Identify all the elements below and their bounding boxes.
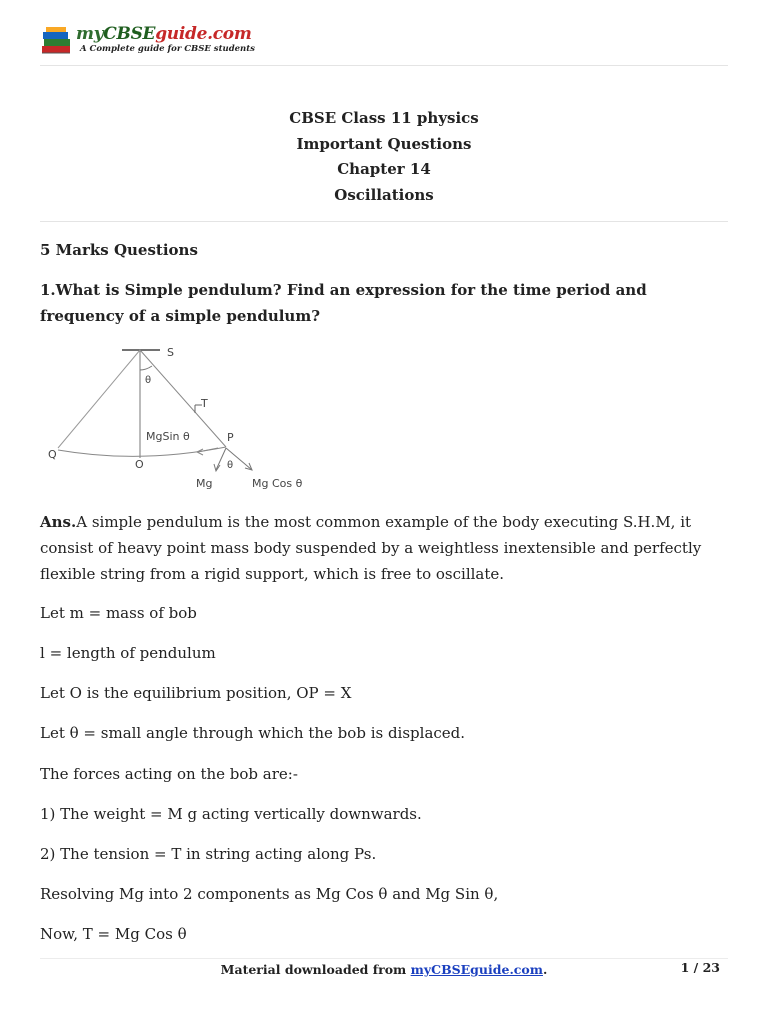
pendulum-diagram xyxy=(40,340,330,500)
line-tension: 2) The tension = T in string acting along Ps. xyxy=(40,845,377,863)
line-mass: Let m = mass of bob xyxy=(40,604,197,622)
line-now: Now, T = Mg Cos θ xyxy=(40,925,187,943)
footer-prefix: Material downloaded from xyxy=(220,962,411,977)
site-logo[interactable] xyxy=(40,24,255,60)
logo-wordmark xyxy=(76,24,252,44)
title-line-4: Oscillations xyxy=(334,185,434,204)
line-weight: 1) The weight = M g acting vertically downwards. xyxy=(40,805,422,823)
line-resolving: Resolving Mg into 2 components as Mg Cos θ and Mg Sin θ, xyxy=(40,885,499,903)
footer-divider xyxy=(40,958,728,959)
top-angle-arc xyxy=(140,366,152,370)
page-title xyxy=(0,106,768,208)
question-text: 1.What is Simple pendulum? Find an expression for the time period and frequency of a simple pendulum? xyxy=(40,281,647,325)
label-q: Q xyxy=(48,448,57,461)
footer-suffix: . xyxy=(542,962,548,977)
string-to-q xyxy=(58,350,140,448)
logo-guide: guide xyxy=(155,24,208,44)
logo-my: my xyxy=(76,24,104,44)
label-mgsin: MgSin θ xyxy=(146,430,190,443)
title-line-2: Important Questions xyxy=(296,134,472,153)
label-o: O xyxy=(135,458,144,471)
label-t: T xyxy=(201,397,208,410)
logo-com: .com xyxy=(207,24,252,44)
page-number: 1 / 23 xyxy=(680,960,720,975)
answer-label: Ans. xyxy=(40,513,77,531)
footer xyxy=(0,962,768,977)
title-line-1: CBSE Class 11 physics xyxy=(289,109,479,127)
answer-paragraph xyxy=(40,509,730,587)
section-heading: 5 Marks Questions xyxy=(40,241,198,259)
line-equilibrium: Let O is the equilibrium position, OP = X xyxy=(40,684,352,702)
line-length: l = length of pendulum xyxy=(40,644,216,662)
label-s: S xyxy=(167,346,174,359)
header-divider xyxy=(40,65,728,66)
label-mg: Mg xyxy=(196,477,213,490)
line-forces: The forces acting on the bob are:- xyxy=(40,765,298,783)
label-theta-bottom: θ xyxy=(227,460,234,471)
label-p: P xyxy=(227,431,234,444)
title-line-3: Chapter 14 xyxy=(337,160,431,178)
books-icon xyxy=(40,26,74,56)
footer-link[interactable]: myCBSEguide.com xyxy=(410,962,543,977)
title-divider xyxy=(40,221,728,222)
logo-tagline: A Complete guide for CBSE students xyxy=(80,44,255,54)
logo-cbse: CBSE xyxy=(103,24,156,44)
answer-text: A simple pendulum is the most common example of the body executing S.H.M, it consist of heavy point mass body suspended by a weightless inextensible and perfectly flexible string from a rigid support, which is free to oscillate. xyxy=(40,513,702,583)
line-angle: Let θ = small angle through which the bob is displaced. xyxy=(40,724,466,742)
label-theta-top: θ xyxy=(145,375,152,386)
label-mgcos: Mg Cos θ xyxy=(252,477,303,490)
